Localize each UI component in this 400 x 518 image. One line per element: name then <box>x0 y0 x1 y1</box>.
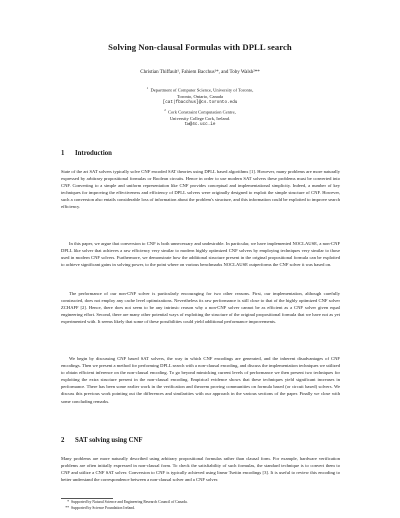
section-number: 2 <box>61 437 65 444</box>
footnote-2 <box>61 506 340 511</box>
affiliation-line: Toronto, Ontario, Canada <box>177 93 223 99</box>
sat-cnf-paragraph-1: Many problems are more naturally described using arbitrary propositional formulas rather than clausal form. For example, hardware verification problems are often initially expressed in non-clausal form. To check the satisfiability of such formulas, the standard technique is to convert them to CNF and utilize a CNF SAT solver. Conversion to CNF is typically achieved using linear Tseitin encodings [3]. It is useful to review this encoding to better understand the correspondence between a non-clausal solver and a CNF solver. <box>61 456 340 483</box>
section-heading-sat-cnf <box>61 437 143 444</box>
footnote-text: Supported by Natural Science and Engineering Research Council of Canada. <box>71 500 188 504</box>
footnote-rule <box>61 498 113 499</box>
intro-paragraph-4: We begin by discussing CNF based SAT solvers, the way in which CNF encodings are generated, and the inherent disadvantages of CNF encodings. Then we present a method for performing DPLL search with a non-clausal encoding, and discuss the implementation techniques we utilized to obtain efficient inference on the non-clausal encoding. To go beyond mimicking current levels of performance we then present two techniques for exploiting the extra structure present in the non-clausal encoding. Empirical evidence shows that these techniques yield significant increases in performance. There has been some earlier work in the verification and theorem proving communities on formula based (or circuit based) solvers. We discuss this previous work pointing out the differences and similarities with our approach in the various sections of the paper. Finally we close with some concluding remarks. <box>61 356 340 404</box>
affiliation-line: Department of Computer Science, University of Toronto, <box>150 87 254 93</box>
affiliation-line: University College Cork, Ireland. <box>169 115 231 121</box>
affiliation-line: Cork Constraint Computation Centre, <box>168 109 236 115</box>
author-list: Christian Thiffault¹, Fahiem Bacchus¹*, and Toby Walsh²** <box>140 70 260 75</box>
footnote-text: Supported by Science Foundation Ireland. <box>71 506 136 510</box>
footnote-1 <box>61 500 340 505</box>
section-title: Introduction <box>75 150 112 157</box>
footnote-mark: ** <box>65 506 69 510</box>
section-title: SAT solving using CNF <box>75 437 143 444</box>
footnote-mark: * <box>67 500 69 504</box>
intro-paragraph-1: State of the art SAT solvers typically solve CNF encoded SAT theories using DPLL based algorithms [1]. However, many problems are more naturally expressed by arbitrary propositional formulas or Boolean circuits. Hence in order to use modern SAT solvers these problems must be converted into CNF. Converting to a simple and uniform representation like CNF provides conceptual and implementational simplicity. Indeed, a number of key techniques for improving the effectiveness and efficiency of DPLL solvers were originally designed to exploit the simple structure of CNF. However, such a conversion also entails considerable loss of information about the problem's structure, and this information could be exploited to improve search efficiency. <box>61 169 340 210</box>
author-email: tw@4c.ucc.ie <box>184 121 216 127</box>
intro-paragraph-2: In this paper, we argue that conversion to CNF is both unnecessary and undesirable. In particular, we have implemented NOCLAUSE, a non-CNF DPLL like solver that achieves a raw efficiency very similar to modern highly optimized CNF solvers by employing techniques very similar to those used in modern CNF solvers. Furthermore, we demonstrate how the additional structure present in the original propositional formula can be exploited to achieve significant gains in solving power, to the point where on various benchmarks NOCLAUSE outperforms the CNF solver it was based on. <box>61 241 340 268</box>
affiliation-mark: 1 <box>146 86 149 90</box>
paper-title: Solving Non-clausal Formulas with DPLL search <box>108 42 292 52</box>
author-email: [cat|fbacchus]@cs.toronto.edu <box>162 99 238 105</box>
affiliation-mark: 2 <box>164 108 166 112</box>
intro-paragraph-3: The performance of our non-CNF solver is particularly encouraging for two other reasons. First, our implementation, although carefully constructed, does not employ any cache level optimizations. Nevertheless its raw performance is still close to that of the highly optimized CNF solver ZCHAFF [2]. Hence, there does not seem to be any intrinsic reason why a non-CNF solver cannot be as efficient as a CNF solver given equal engineering effort. Second, there are many other potential ways of exploiting the structure of the original propositional formula that we have not as yet experimented with. It seems likely that some of these possibilities could yield additional performance improvements. <box>61 291 340 325</box>
affiliation-2 <box>0 107 400 128</box>
section-heading-introduction <box>61 150 112 157</box>
affiliation-1 <box>0 85 400 106</box>
section-number: 1 <box>61 150 65 157</box>
